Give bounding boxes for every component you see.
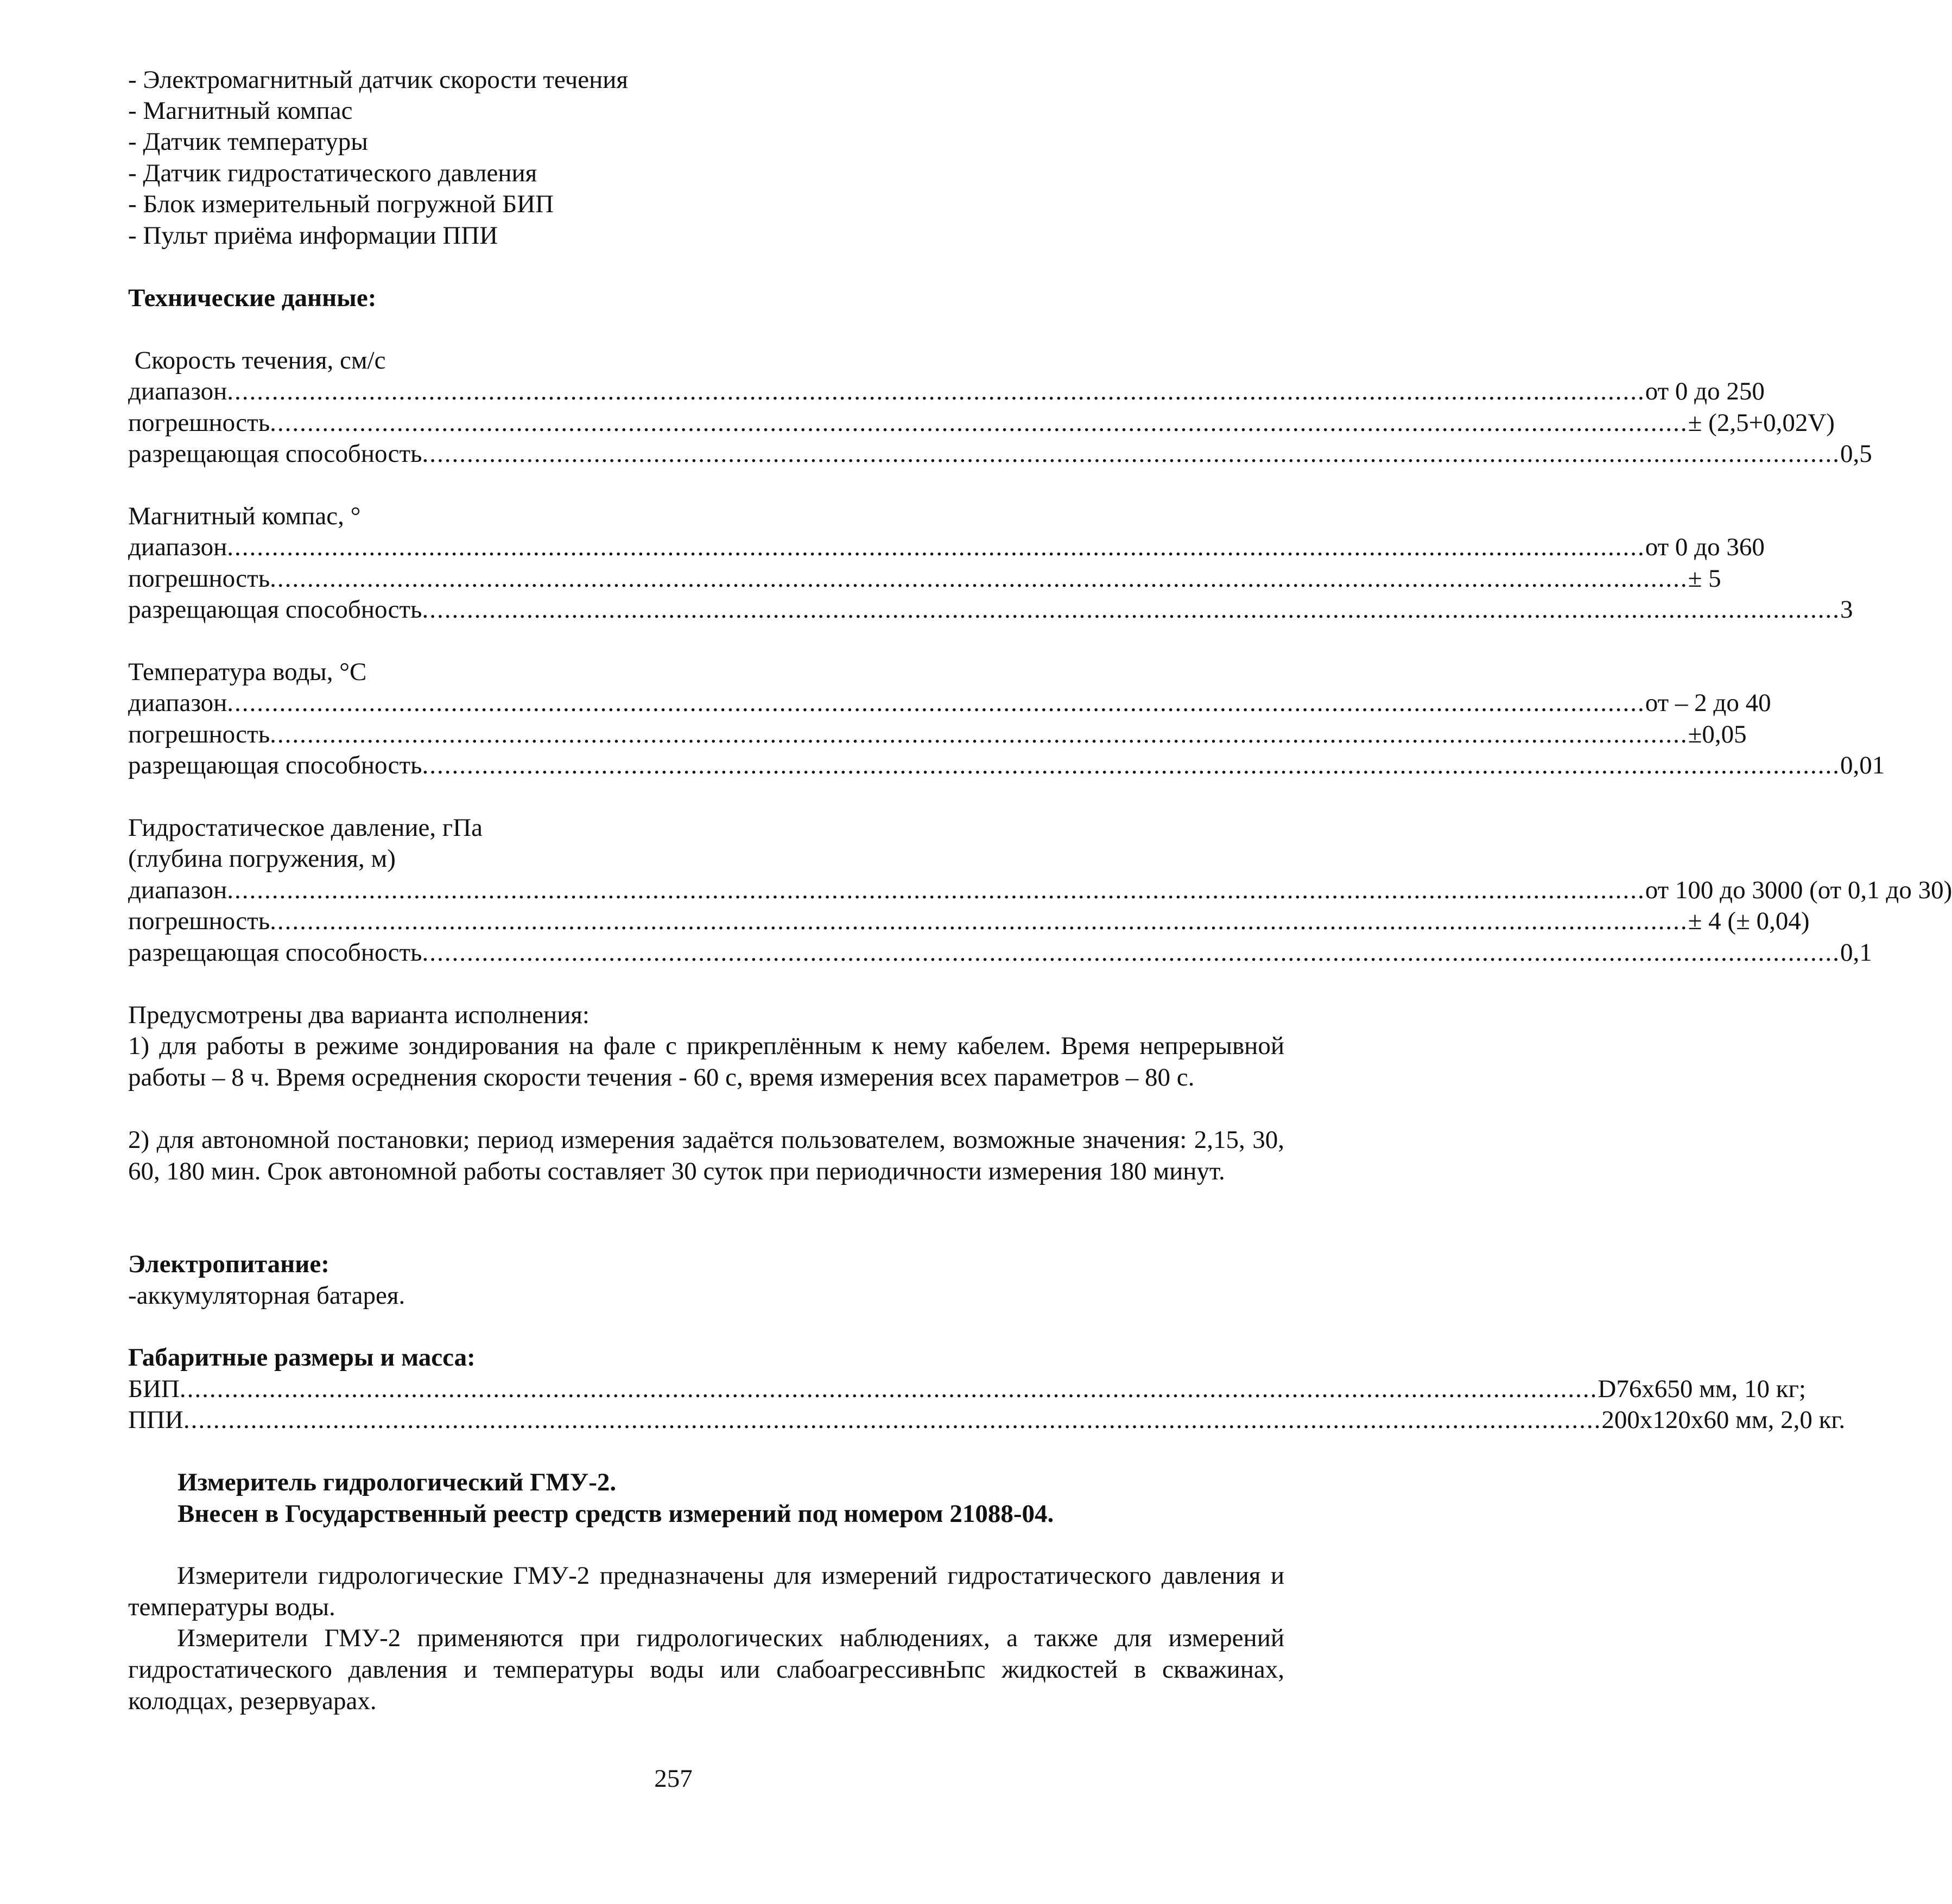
compass-resolution-row (128, 594, 1853, 625)
component-item: - Блок измерительный погружной БИП (128, 190, 554, 218)
spec-value: 0,01 (1840, 751, 1885, 779)
spec-value: от 0 до 250 (1645, 377, 1765, 405)
spec-label: погрешность (128, 564, 270, 593)
spec-value: от 0 до 360 (1645, 533, 1765, 561)
spec-value: 0,5 (1840, 440, 1872, 468)
spec-value: D76x650 мм, 10 кг; (1598, 1375, 1806, 1403)
dot-leader: .............................................................................................................................................................................................. (422, 440, 1840, 468)
dot-leader: .............................................................................................................................................................................................. (227, 533, 1645, 561)
spec-label: погрешность (128, 409, 270, 437)
speed-title: Скорость течения, см/с (128, 346, 386, 375)
dot-leader: .............................................................................................................................................................................................. (270, 409, 1688, 437)
spec-value: ± 4 (± 0,04) (1688, 907, 1810, 935)
pressure-range-row (128, 874, 1952, 906)
dot-leader: .............................................................................................................................................................................................. (227, 377, 1645, 405)
dot-leader: .............................................................................................................................................................................................. (422, 751, 1840, 779)
variant-1-paragraph: 1) для работы в режиме зондирования на фале с прикреплённым к нему кабелем. Время непрерывной работы – 8 ч. Время осреднения скорости течения - 60 с, время измерения всех параметров – 80 с. (128, 1032, 1284, 1091)
dimensions-heading: Габаритные размеры и масса: (128, 1343, 476, 1372)
spec-label: БИП (128, 1375, 180, 1403)
dot-leader: .............................................................................................................................................................................................. (227, 689, 1645, 717)
compass-title: Магнитный компас, ° (128, 502, 361, 530)
power-heading: Электропитание: (128, 1250, 329, 1278)
gmu-title: Измеритель гидрологический ГМУ-2. (178, 1468, 617, 1496)
component-item: - Электромагнитный датчик скорости течения (128, 66, 628, 94)
temperature-error-row (128, 719, 1747, 750)
dot-leader: .............................................................................................................................................................................................. (227, 876, 1645, 904)
speed-error-row (128, 407, 1835, 439)
power-value: -аккумуляторная батарея. (128, 1281, 405, 1310)
spec-value: ±0,05 (1688, 720, 1747, 748)
pressure-error-row (128, 905, 1810, 937)
component-item: - Магнитный компас (128, 97, 353, 125)
spec-label: разрещающая способность (128, 751, 422, 779)
spec-label: погрешность (128, 720, 270, 748)
dot-leader: .............................................................................................................................................................................................. (422, 938, 1840, 967)
gmu-paragraph-2: Измерители ГМУ-2 применяются при гидрологических наблюдениях, а также для измерений гидростатического давления и температуры воды или слабоагрессивнЬпс жидкостей в скважинах, колодцах, резервуарах. (128, 1624, 1284, 1715)
speed-resolution-row (128, 438, 1872, 469)
dot-leader: .............................................................................................................................................................................................. (183, 1406, 1602, 1434)
pressure-subtitle: (глубина погружения, м) (128, 845, 396, 873)
dot-leader: .............................................................................................................................................................................................. (270, 720, 1688, 748)
temperature-resolution-row (128, 750, 1885, 781)
pressure-resolution-row (128, 937, 1872, 968)
pressure-title: Гидростатическое давление, гПа (128, 814, 483, 842)
spec-label: погрешность (128, 907, 270, 935)
ppi-dimensions-row (128, 1404, 1846, 1436)
component-item: - Датчик гидростатического давления (128, 159, 537, 187)
gmu-paragraph-1: Измерители гидрологические ГМУ-2 предназначены для измерений гидростатического давления и температуры воды. (128, 1562, 1284, 1621)
bip-dimensions-row (128, 1373, 1806, 1405)
variant-2-paragraph: 2) для автономной постановки; период измерения задаётся пользователем, возможные значения: 2,15, 30, 60, 180 мин. Срок автономной работы составляет 30 суток при периодичности измерения 180 минут. (128, 1126, 1284, 1185)
temperature-title: Температура воды, °С (128, 658, 367, 686)
spec-value: ± (2,5+0,02V) (1688, 409, 1835, 437)
spec-label: разрещающая способность (128, 595, 422, 624)
spec-label: диапазон (128, 689, 227, 717)
gmu-registry-title: Внесен в Государственный реестр средств измерений под номером 21088-04. (178, 1500, 1054, 1528)
component-item: - Датчик температуры (128, 128, 368, 156)
speed-range-row (128, 376, 1765, 407)
spec-value: от 100 до 3000 (от 0,1 до 30) (1645, 876, 1952, 904)
compass-range-row (128, 531, 1765, 563)
spec-label: диапазон (128, 533, 227, 561)
compass-error-row (128, 563, 1721, 594)
spec-value: от – 2 до 40 (1645, 689, 1771, 717)
spec-value: 3 (1840, 595, 1853, 624)
dot-leader: .............................................................................................................................................................................................. (270, 907, 1688, 935)
spec-label: диапазон (128, 876, 227, 904)
spec-value: 0,1 (1840, 938, 1872, 967)
dot-leader: .............................................................................................................................................................................................. (270, 564, 1688, 593)
spec-label: диапазон (128, 377, 227, 405)
spec-label: разрещающая способность (128, 440, 422, 468)
tech-heading: Технические данные: (128, 284, 377, 312)
page-number: 257 (654, 1765, 693, 1793)
temperature-range-row (128, 687, 1771, 719)
spec-label: ППИ (128, 1406, 183, 1434)
dot-leader: .............................................................................................................................................................................................. (179, 1375, 1598, 1403)
component-item: - Пульт приёма информации ППИ (128, 221, 498, 250)
variants-intro: Предусмотрены два варианта исполнения: (128, 1001, 590, 1029)
dot-leader: .............................................................................................................................................................................................. (422, 595, 1840, 624)
spec-value: ± 5 (1688, 564, 1721, 593)
spec-value: 200x120x60 мм, 2,0 кг. (1601, 1406, 1846, 1434)
spec-label: разрещающая способность (128, 938, 422, 967)
